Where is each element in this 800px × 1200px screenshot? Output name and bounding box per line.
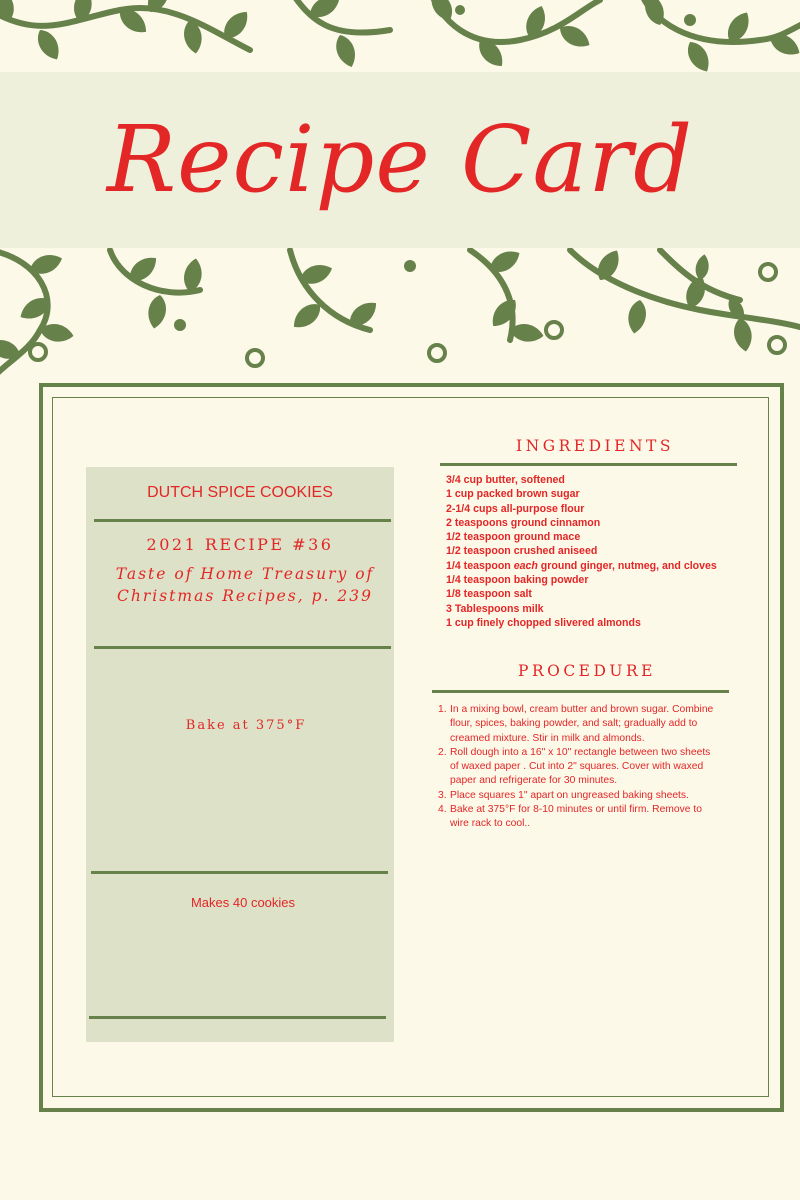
ingredient-item: 1 cup packed brown sugar [446, 488, 580, 501]
recipe-source [100, 563, 390, 607]
step-line: Bake at 375°F for 8-10 minutes or until firm. Remove to [450, 804, 702, 816]
step-number: 1. [438, 704, 447, 715]
recipe-yield: Makes 40 cookies [190, 895, 296, 910]
ingredients-heading: INGREDIENTS [516, 437, 674, 455]
ingredient-item: 1/2 teaspoon crushed aniseed [446, 545, 598, 558]
step-number: 4. [438, 804, 447, 816]
recipe-source-line: Christmas Recipes, p. 239 [117, 587, 373, 605]
step-line: flour, spices, baking powder, and salt; gradually add to [450, 718, 698, 730]
step-line: Place squares 1" apart on ungreased baking sheets. [450, 789, 689, 801]
ingredient-item: 2 teaspoons ground cinnamon [446, 516, 601, 529]
procedure-step [438, 703, 736, 746]
ingredient-item: 2-1/4 cups all-purpose flour [446, 502, 585, 515]
step-line: Roll dough into a 16" x 10" rectangle between two sheets [450, 746, 711, 758]
ingredient-item: 1/8 teaspoon salt [446, 588, 532, 601]
step-line: paper and refrigerate for 30 minutes. [450, 775, 618, 787]
procedure-step [438, 803, 736, 832]
procedure-step [438, 746, 736, 789]
step-number: 3. [438, 789, 447, 801]
ingredients-list [446, 473, 717, 630]
ingredient-text: 1/4 teaspoon [446, 559, 514, 572]
ingredient-item: 3/4 cup butter, softened [446, 474, 565, 486]
step-line: of waxed paper . Cut into 2" squares. Cover with waxed [450, 761, 704, 773]
procedure-heading: PROCEDURE [518, 662, 656, 680]
procedure-list [438, 703, 736, 832]
recipe-name: DUTCH SPICE COOKIES [147, 484, 333, 501]
ingredient-item: 1/2 teaspoon ground mace [446, 531, 581, 544]
divider [94, 519, 391, 522]
ingredient-item [446, 559, 717, 573]
recipe-source-line: Taste of Home Treasury of [115, 565, 375, 583]
divider [432, 690, 729, 693]
ingredient-item: 3 Tablespoons milk [446, 602, 544, 615]
title-band [0, 72, 800, 248]
divider [440, 463, 737, 466]
divider [91, 871, 388, 874]
page-title: Recipe Card [106, 106, 694, 213]
divider [89, 1016, 386, 1019]
step-line: creamed mixture. Stir in milk and almonds. [450, 732, 645, 744]
divider [94, 646, 391, 649]
step-number: 2. [438, 746, 447, 758]
bake-temperature: Bake at 375°F [185, 718, 307, 733]
procedure-step [438, 789, 736, 803]
recipe-number: 2021 RECIPE #36 [146, 535, 334, 554]
ingredient-text: ground ginger, nutmeg, and cloves [537, 559, 717, 572]
step-line: In a mixing bowl, cream butter and brown sugar. Combine [450, 704, 714, 715]
ingredient-item: 1 cup finely chopped slivered almonds [446, 616, 641, 629]
ingredient-emphasis: each [513, 559, 538, 572]
ingredient-item: 1/4 teaspoon baking powder [446, 574, 589, 587]
step-line: wire rack to cool.. [450, 818, 531, 830]
